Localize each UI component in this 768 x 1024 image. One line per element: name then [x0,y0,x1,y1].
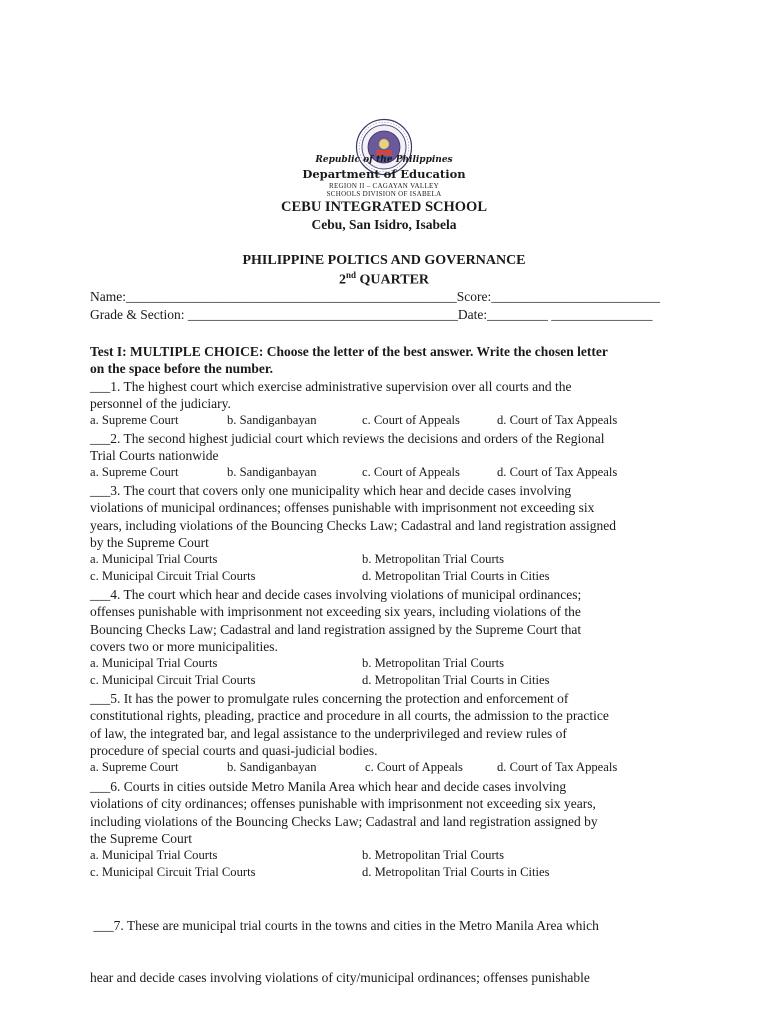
question-line: procedure of special courts and quasi-judicial bodies. [90,743,378,759]
question-line: of law, the integrated bar, and legal assistance to the underprivileged and review rules of [90,725,567,741]
question-line: Trial Courts nationwide [90,448,219,464]
department-heading: Department of Education [302,167,466,181]
question-line: constitutional rights, pleading, practice and procedure in all courts, the admission to the practice [90,708,609,724]
question-line: ___6. Courts in cities outside Metro Manila Area which hear and decide cases involving [90,779,567,794]
question-7 [90,882,690,1021]
grade-date-field[interactable]: Grade & Section: ________________________________________Date:_________ _______________ [90,307,653,322]
test-instruction [90,343,690,378]
q1-option-d: d. Court of Tax Appeals [497,413,618,427]
question-line: ___4. The court which hear and decide cases involving violations of municipal ordinances; [90,587,582,602]
question-line: covers two or more municipalities. [90,639,278,655]
quarter-number: 2 [338,272,346,288]
q3-option-b: b. Metropolitan Trial Courts [362,552,505,566]
q2-option-b: b. Sandiganbayan [227,465,317,479]
question-line: hear and decide cases involving violations of city/municipal ordinances; offenses punishable [90,970,590,986]
school-name: CEBU INTEGRATED SCHOOL [281,199,487,215]
question-line: including violations of the Bouncing Checks Law; Cadastral and land registration assigned by [90,813,598,829]
instruction-line: Test I: MULTIPLE CHOICE: Choose the letter of the best answer. Write the chosen letter [90,344,608,359]
question-line: violations of city ordinances; offenses punishable with imprisonment not exceeding six years, [90,796,596,812]
q3-option-a: a. Municipal Trial Courts [90,552,218,566]
quarter-word: QUARTER [356,272,430,288]
name-score-field[interactable]: Name:_________________________________________________Score:_________________________ [90,289,660,304]
republic-heading: Republic of the Philippines [315,155,453,165]
subject-title: PHILIPPINE POLTICS AND GOVERNANCE [242,253,526,268]
q2-option-d: d. Court of Tax Appeals [497,465,618,479]
quarter-title [0,270,768,289]
school-address: Cebu, San Isidro, Isabela [311,217,457,232]
q6-option-b: b. Metropolitan Trial Courts [362,848,505,862]
q5-option-c: c. Court of Appeals [365,760,463,774]
q6-option-a: a. Municipal Trial Courts [90,848,218,862]
q5-option-a: a. Supreme Court [90,760,179,774]
q4-option-d: d. Metropolitan Trial Courts in Cities [362,673,550,687]
q5-option-b: b. Sandiganbayan [227,760,317,774]
q6-option-c: c. Municipal Circuit Trial Courts [90,865,256,879]
q4-option-c: c. Municipal Circuit Trial Courts [90,673,256,687]
region-heading: REGION II – CAGAYAN VALLEY [329,182,439,190]
q1-option-a: a. Supreme Court [90,413,179,427]
question-line: ___5. It has the power to promulgate rules concerning the protection and enforcement of [90,691,569,706]
division-heading: SCHOOLS DIVISION OF ISABELA [326,190,442,198]
instruction-line: on the space before the number. [90,361,273,377]
question-5 [90,690,690,760]
question-6 [90,778,690,848]
question-line: ___7. These are municipal trial courts in the towns and cities in the Metro Manila Area which [90,917,599,933]
question-line: personnel of the judiciary. [90,396,231,412]
q4-option-b: b. Metropolitan Trial Courts [362,656,505,670]
question-1 [90,378,690,413]
question-line: the Supreme Court [90,831,192,847]
question-line: violations of municipal ordinances; offenses punishable with imprisonment not exceeding six [90,500,595,516]
q1-option-c: c. Court of Appeals [362,413,460,427]
question-line: ___1. The highest court which exercise administrative supervision over all courts and the [90,379,572,394]
question-line: years, including violations of the Bouncing Checks Law; Cadastral and land registration assigned [90,517,617,533]
question-line: by the Supreme Court [90,535,209,551]
question-3 [90,482,690,552]
question-2 [90,430,690,465]
question-line: Bouncing Checks Law; Cadastral and land registration assigned by the Supreme Court that [90,621,582,637]
q2-option-a: a. Supreme Court [90,465,179,479]
q2-option-c: c. Court of Appeals [362,465,460,479]
q4-option-a: a. Municipal Trial Courts [90,656,218,670]
question-line: ___3. The court that covers only one municipality which hear and decide cases involving [90,483,572,498]
question-4 [90,586,690,656]
question-line: ___2. The second highest judicial court which reviews the decisions and orders of the Regional [90,431,605,446]
q3-option-c: c. Municipal Circuit Trial Courts [90,569,256,583]
q1-option-b: b. Sandiganbayan [227,413,317,427]
q6-option-d: d. Metropolitan Trial Courts in Cities [362,865,550,879]
quarter-suffix: nd [345,270,356,280]
q5-option-d: d. Court of Tax Appeals [497,760,618,774]
q3-option-d: d. Metropolitan Trial Courts in Cities [362,569,550,583]
question-line: offenses punishable with imprisonment not exceeding six years, including violations of the [90,604,581,620]
